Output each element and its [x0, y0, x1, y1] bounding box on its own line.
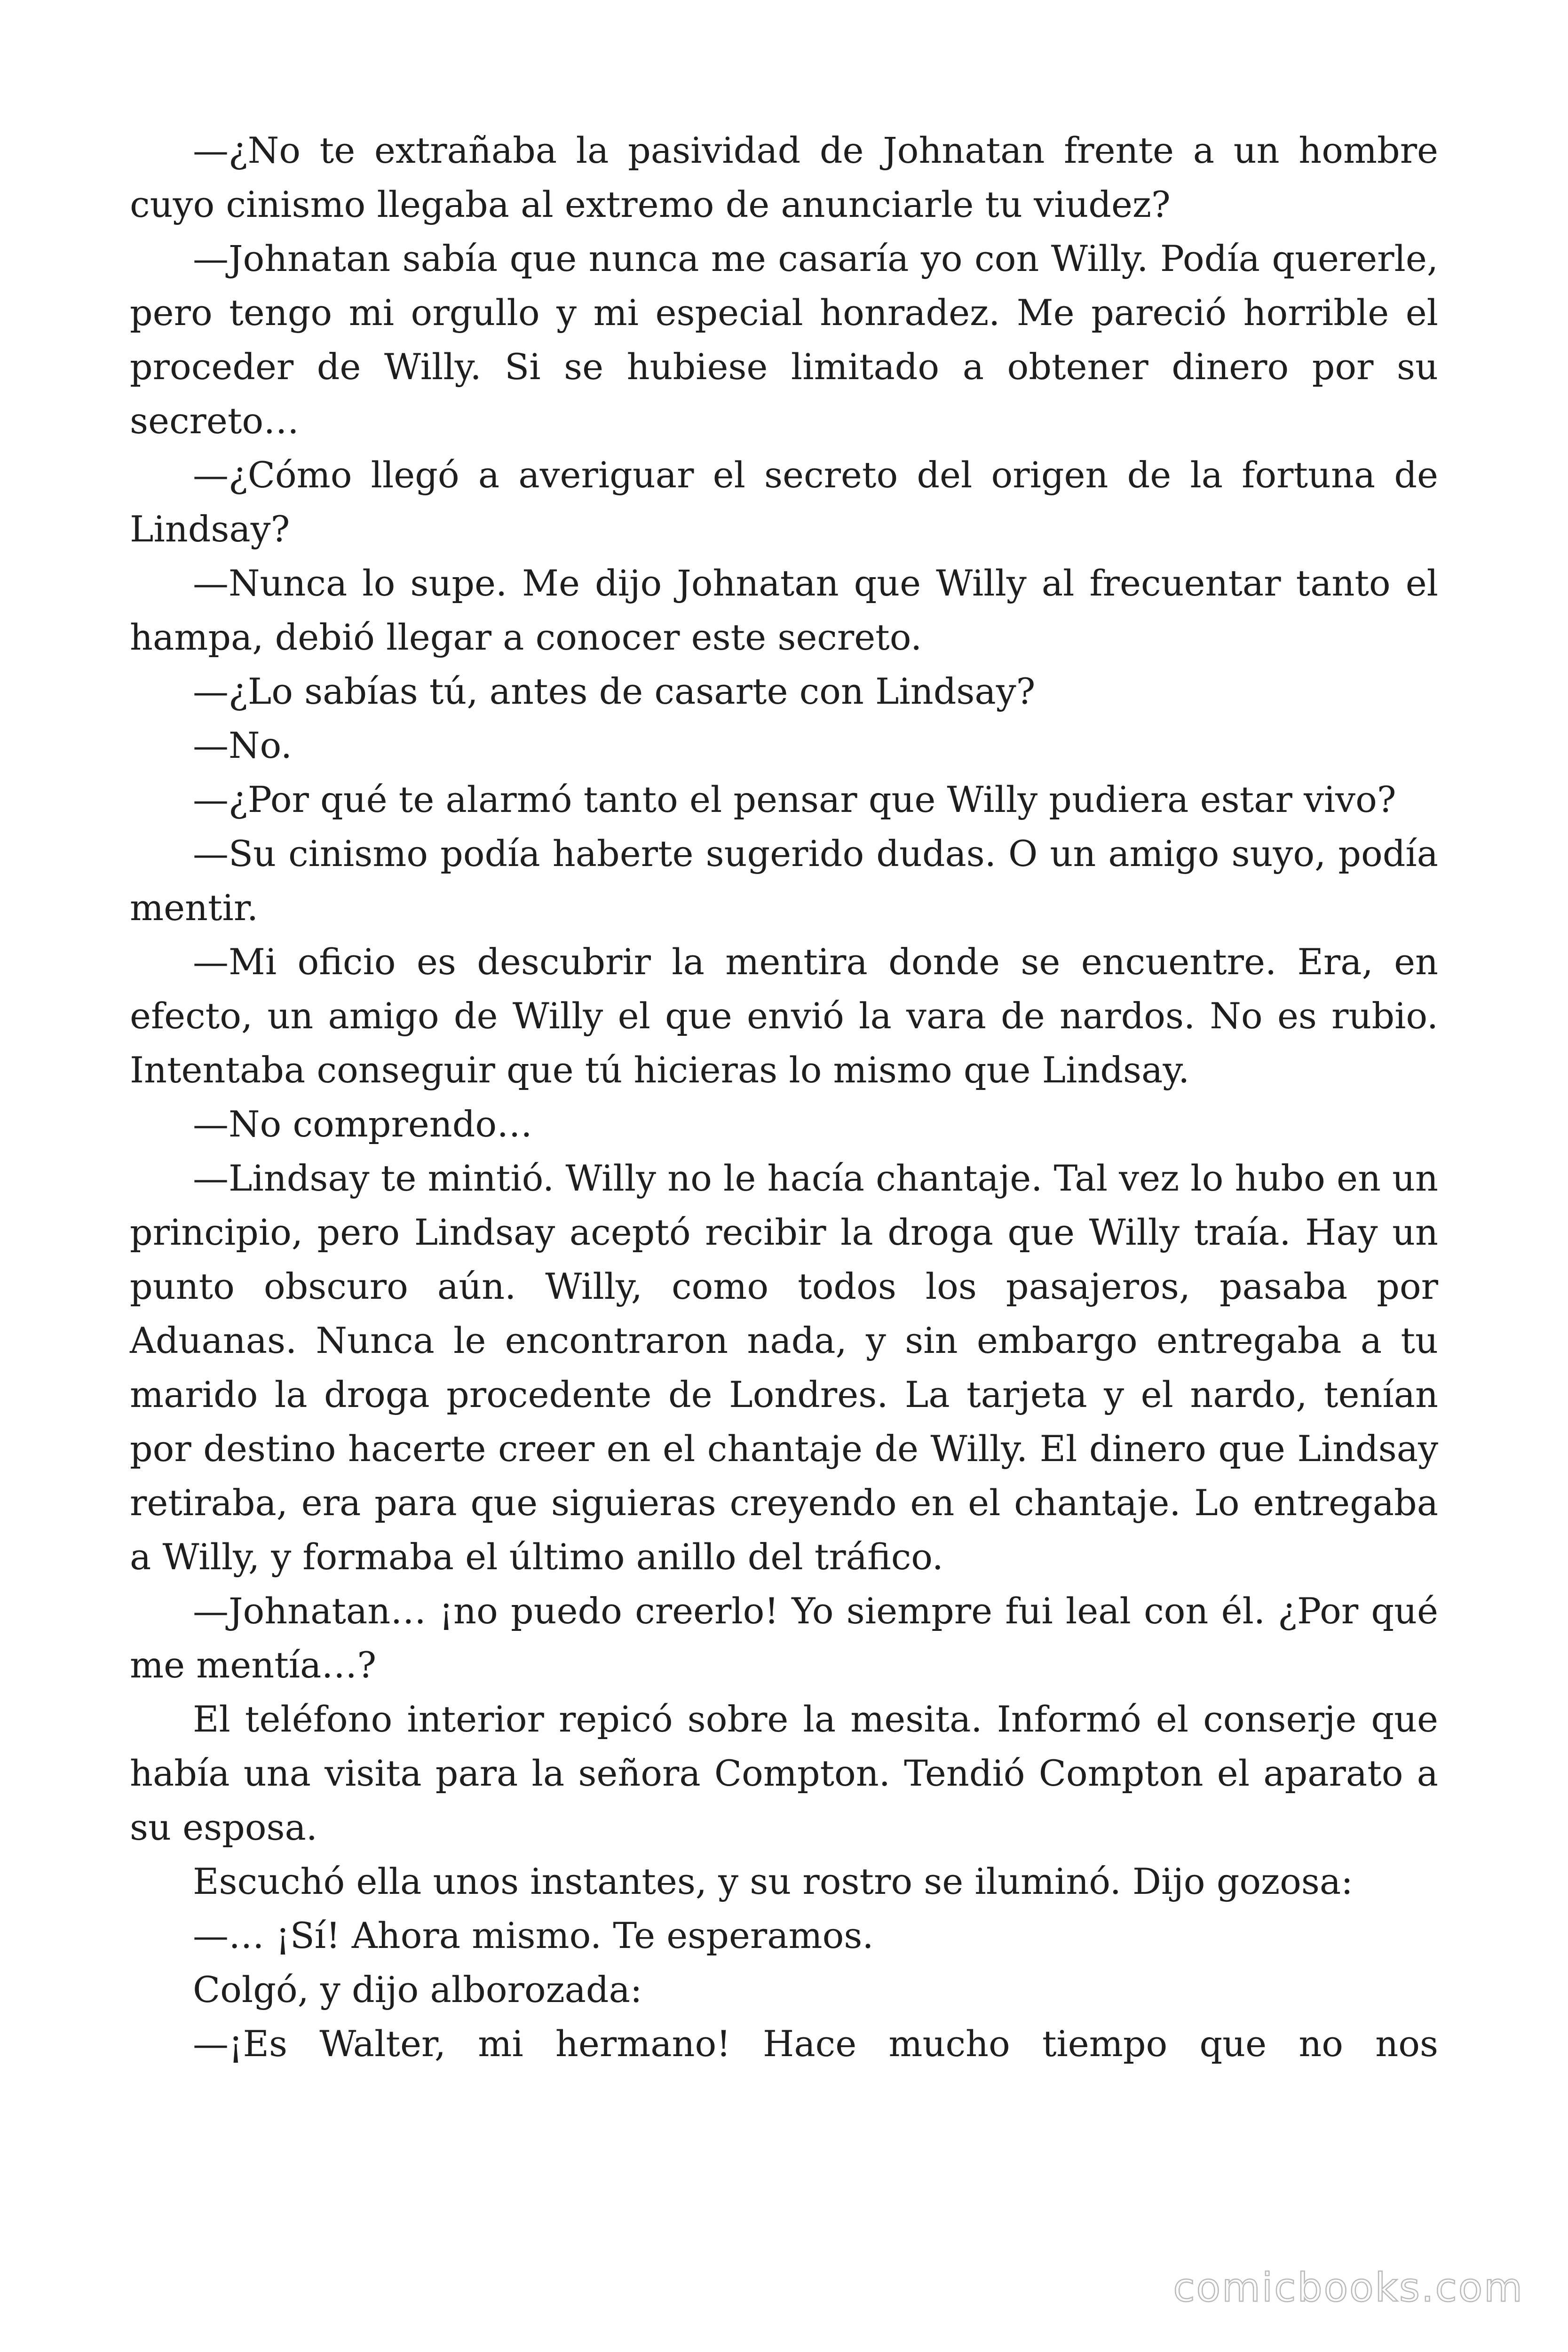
- paragraph: —… ¡Sí! Ahora mismo. Te esperamos.: [193, 1915, 874, 1956]
- paragraph: El teléfono interior repicó sobre la mesita. Informó el conserje que había una visita para la señora Compton. Tendió Compton el aparato a su esposa.: [130, 1698, 1438, 1848]
- paragraph: —Lindsay te mintió. Willy no le hacía chantaje. Tal vez lo hubo en un principio, pero Lindsay aceptó recibir la droga que Willy traía. Hay un punto obscuro aún. Willy, como todos los pasajeros, pasaba por Aduanas. Nunca le encontraron nada, y sin embargo entregaba a tu marido la droga procedente de Londres. La tarjeta y el nardo, tenían por destino hacerte creer en el chantaje de Willy. El dinero que Lindsay retiraba, era para que siguieras creyendo en el chantaje. Lo entregaba a Willy, y formaba el último anillo del tráfico.: [130, 1157, 1438, 1578]
- paragraph: Colgó, y dijo alborozada:: [193, 1969, 642, 2010]
- paragraph: —¿Por qué te alarmó tanto el pensar que Willy pudiera estar vivo?: [193, 779, 1396, 820]
- paragraph: —Su cinismo podía haberte sugerido dudas. O un amigo suyo, podía mentir.: [130, 833, 1438, 929]
- watermark: comicbooks.com: [1173, 2265, 1524, 2311]
- paragraph: —Nunca lo supe. Me dijo Johnatan que Willy al frecuentar tanto el hampa, debió llegar a conocer este secreto.: [130, 562, 1438, 658]
- paragraph: —¿No te extrañaba la pasividad de Johnatan frente a un hombre cuyo cinismo llegaba al extremo de anunciarle tu viudez?: [130, 129, 1438, 225]
- paragraph: Escuchó ella unos instantes, y su rostro se iluminó. Dijo gozosa:: [193, 1860, 1353, 1902]
- paragraph: —No comprendo…: [193, 1103, 533, 1145]
- paragraph: —¡Es Walter, mi hermano! Hace mucho tiempo que no nos: [193, 2023, 1438, 2065]
- paragraph: —Johnatan… ¡no puedo creerlo! Yo siempre fui leal con él. ¿Por qué me mentía…?: [130, 1590, 1438, 1686]
- paragraph: —¿Cómo llegó a averiguar el secreto del origen de la fortuna de Lindsay?: [130, 454, 1438, 550]
- paragraph: —No.: [193, 724, 293, 766]
- body-text: [130, 123, 1438, 2071]
- paragraph: —Mi oficio es descubrir la mentira donde se encuentre. Era, en efecto, un amigo de Willy el que envió la vara de nardos. No es rubio. Intentaba conseguir que tú hicieras lo mismo que Lindsay.: [130, 941, 1438, 1091]
- paragraph: —Johnatan sabía que nunca me casaría yo con Willy. Podía quererle, pero tengo mi orgullo y mi especial honradez. Me pareció horrible el proceder de Willy. Si se hubiese limitado a obtener dinero por su secreto…: [130, 238, 1438, 442]
- paragraph: —¿Lo sabías tú, antes de casarte con Lindsay?: [193, 670, 1036, 712]
